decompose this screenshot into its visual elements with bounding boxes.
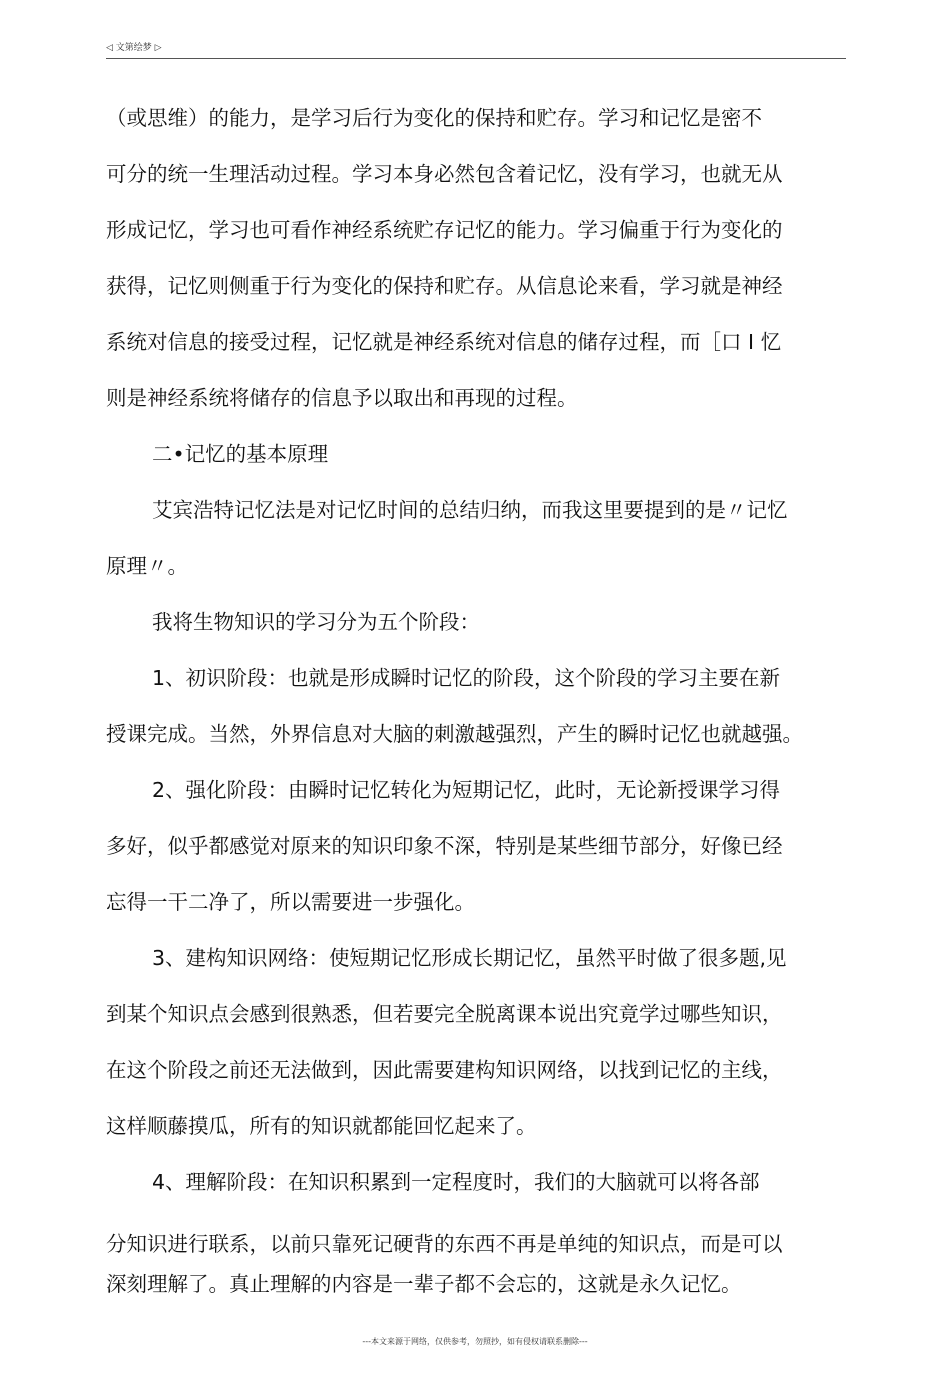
body-line: 忘得一干二净了，所以需要进一步强化。	[106, 890, 475, 914]
list-item-4: 4、理解阶段：在知识积累到一定程度时，我们的大脑就可以将各部	[152, 1170, 760, 1194]
body-line: 则是神经系统将储存的信息予以取出和再现的过程。	[106, 386, 578, 410]
list-item-1: 1、初识阶段：也就是形成瞬时记忆的阶段，这个阶段的学习主要在新	[152, 666, 781, 690]
body-line: 在这个阶段之前还无法做到，因此需要建构知识网络，以找到记忆的主线，	[106, 1058, 783, 1082]
body-line: 可分的统一生理活动过程。学习本身必然包含着记忆，没有学习，也就无从	[106, 162, 783, 186]
body-line: 多好，似乎都感觉对原来的知识印象不深，特别是某些细节部分，好像已经	[106, 834, 783, 858]
list-item-3: 3、建构知识网络：使短期记忆形成长期记忆，虽然平时做了很多题,见	[152, 946, 787, 970]
header-label: ◁ 文第绘梦 ▷	[106, 43, 162, 53]
body-line: 原理〃。	[106, 554, 188, 578]
body-line: （或思维）的能力，是学习后行为变化的保持和贮存。学习和记忆是密不	[106, 106, 762, 130]
body-line: 形成记忆，学习也可看作神经系统贮存记忆的能力。学习偏重于行为变化的	[106, 218, 783, 242]
body-line: 系统对信息的接受过程，记忆就是神经系统对信息的储存过程，而［口 I 忆	[106, 330, 782, 354]
body-line: 这样顺藤摸瓜，所有的知识就都能回忆起来了。	[106, 1114, 537, 1138]
document-body	[106, 90, 848, 1304]
section-heading: 二•记忆的基本原理	[152, 442, 329, 466]
body-line: 艾宾浩特记忆法是对记忆时间的总结归纳，而我这里要提到的是〃记忆	[152, 498, 788, 522]
list-item-2: 2、强化阶段：由瞬时记忆转化为短期记忆，此时，无论新授课学习得	[152, 778, 781, 802]
body-line: 获得，记忆则侧重于行为变化的保持和贮存。从信息论来看，学习就是神经	[106, 274, 783, 298]
page-footer: ---本文来源于网络，仅供参考，勿照抄，如有侵权请联系删除---	[362, 1337, 588, 1346]
body-line: 分知识进行联系，以前只靠死记硬背的东西不再是单纯的知识点，而是可以	[106, 1232, 783, 1256]
body-line: 到某个知识点会感到很熟悉，但若要完全脱离课本说出究竟学过哪些知识，	[106, 1002, 783, 1026]
body-line: 深刻理解了。真止理解的内容是一辈子都不会忘的，这就是永久记忆。	[106, 1272, 742, 1296]
body-line: 我将生物知识的学习分为五个阶段：	[152, 610, 480, 634]
body-line: 授课完成。当然，外界信息对大脑的刺激越强烈，产生的瞬时记忆也就越强。	[106, 722, 803, 746]
page-header	[106, 38, 846, 59]
